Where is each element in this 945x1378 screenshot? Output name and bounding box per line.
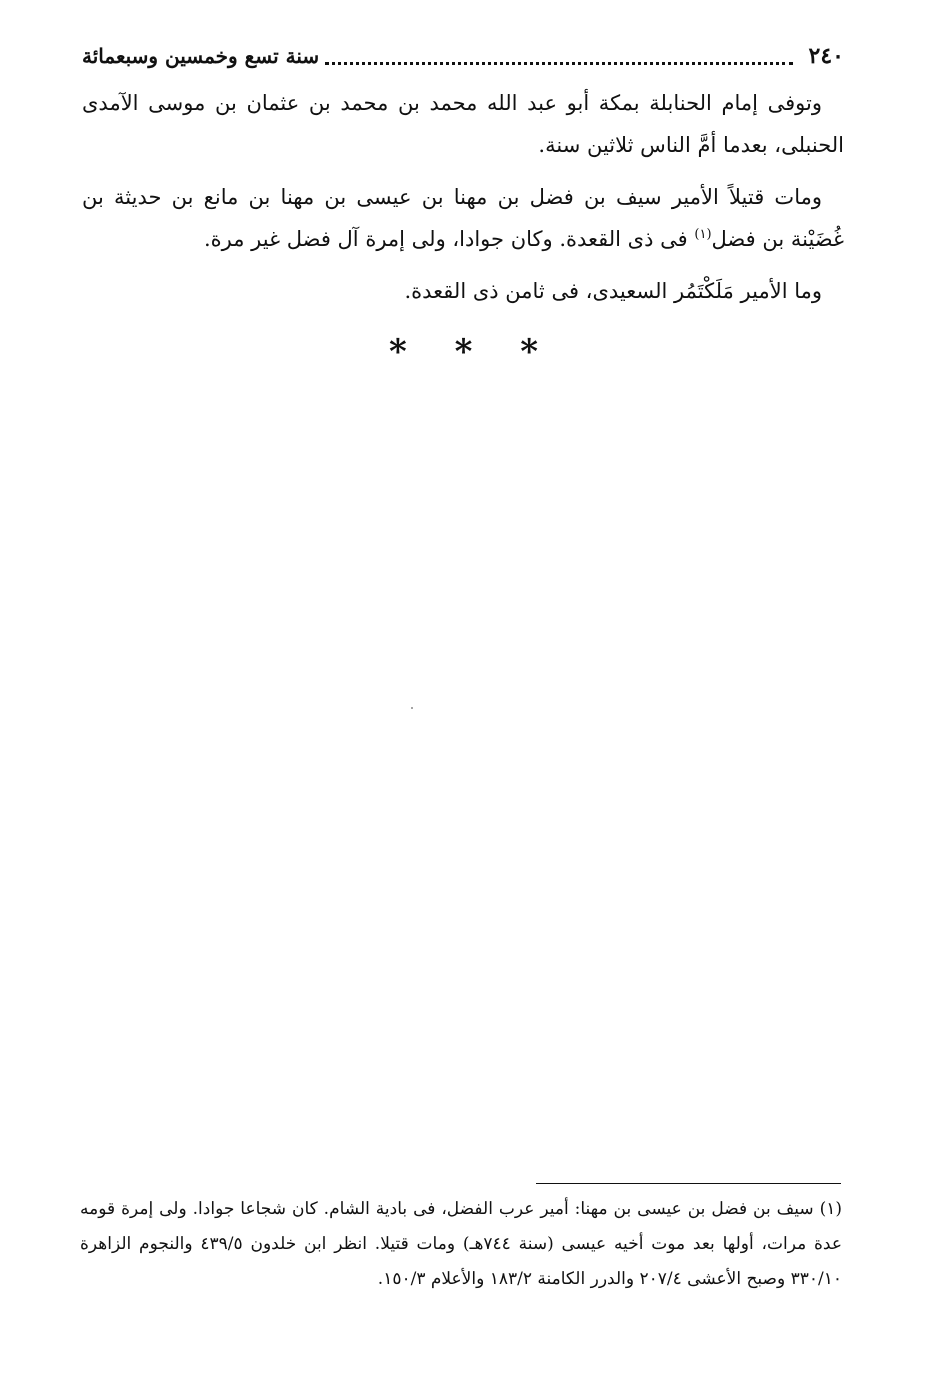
paragraph-3: وما الأمير مَلَكْتَمُر السعيدى، فى ثامن ذى القعدة. [404,279,822,303]
footnote-rule [536,1183,841,1184]
section-separator: * * * [388,332,556,372]
main-text [82,82,844,322]
paragraph-2-tail: فى ذى القعدة. وكان جوادا، ولى إمرة آل فضل غير مرة. [203,227,688,251]
paragraph-2-text: ومات قتيلاً الأمير سيف بن فضل بن مهنا بن عيسى بن مهنا بن مانع بن حديثة بن غُضَيْنة بن فضل [82,185,844,251]
paragraph-2 [82,176,844,260]
page-number: ٢٤٠ [808,43,844,69]
footnote-reference: (١) [694,227,712,242]
running-title: سنة تسع وخمسين وسبعمائة [82,44,320,68]
footnotes [80,1192,842,1297]
footnote-1: (١) سيف بن فضل بن عيسى بن مهنا: أمير عرب الفضل، فى بادية الشام. كان شجاعا جوادا. ولى إمرة قومه عدة مرات، أولها بعد موت أخيه عيسى (سنة ٧٤٤هـ) ومات قتيلا. انظر ابن خلدون ٤٣٩/٥ والنجوم الزاهرة ٣٣٠/١٠ وصبح الأعشى ٢٠٧/٤ والدرر الكامنة ١٨٣/٢ والأعلام ١٥٠/٣. [80,1199,842,1289]
paragraph-1: وتوفى إمام الحنابلة بمكة أبو عبد الله محمد بن محمد بن عثمان بن موسى الآمدى الحنبلى، بعدما أمَّ الناس ثلاثين سنة. [82,91,844,157]
scan-speck [411,707,413,709]
page-header [82,38,844,74]
header-dotted-leader [325,48,792,65]
